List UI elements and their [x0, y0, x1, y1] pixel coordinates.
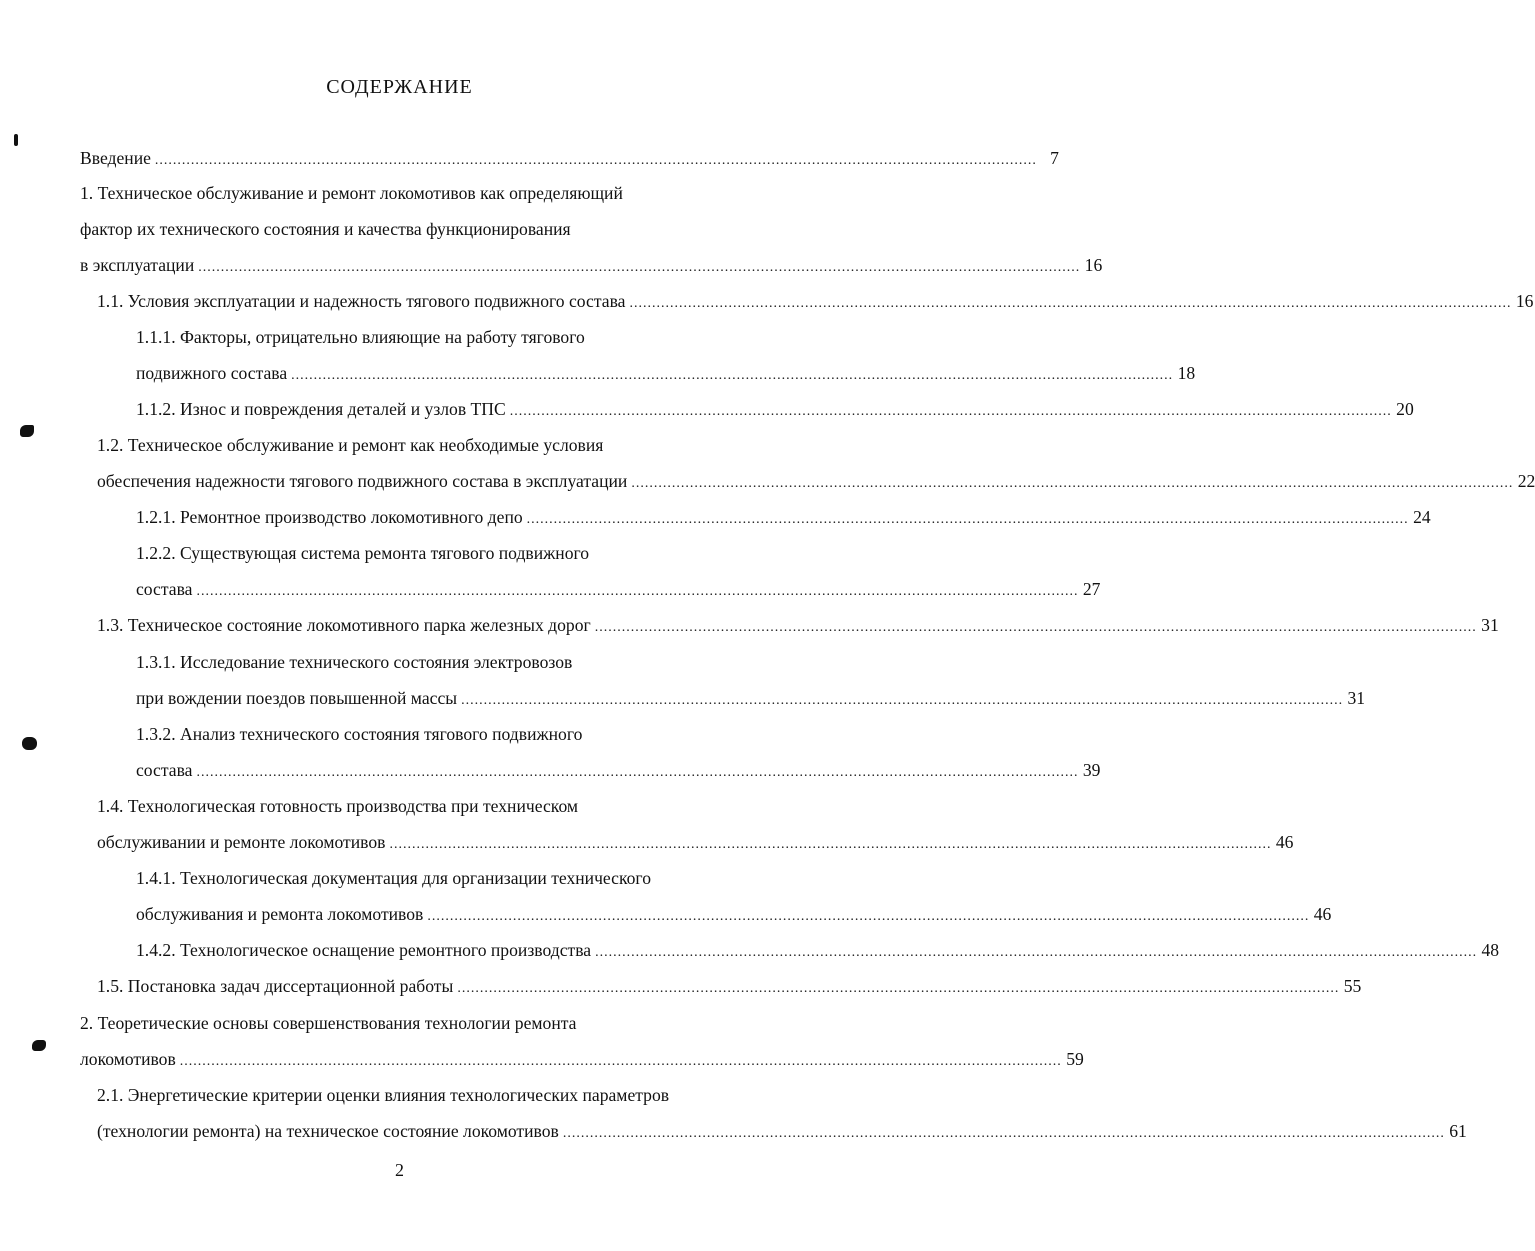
toc-entry-text: Введение — [80, 148, 151, 168]
toc-entry[interactable] — [80, 1046, 1084, 1072]
toc-entry[interactable] — [136, 576, 1101, 602]
leader-dots: .................................................................................................................................................................................................... — [427, 909, 1310, 924]
toc-entry[interactable] — [136, 685, 1366, 711]
toc-entry[interactable] — [136, 865, 651, 891]
leader-dots: .................................................................................................................................................................................................... — [154, 153, 1037, 168]
toc-entry[interactable] — [97, 973, 1362, 999]
toc-entry-text: 1.1.2. Износ и повреждения деталей и узлов ТПС — [136, 399, 506, 419]
toc-entry[interactable] — [97, 1118, 1467, 1144]
toc-entry[interactable] — [136, 504, 1431, 530]
toc-entry-page: 22 — [1517, 471, 1535, 491]
toc-entry-text: 1.5. Постановка задач диссертационной работы — [97, 976, 454, 996]
toc-entry-page: 7 — [1050, 148, 1059, 168]
toc-entry-text: 1.2. Техническое обслуживание и ремонт как необходимые условия — [97, 435, 604, 455]
toc-entry[interactable] — [136, 649, 572, 675]
toc-entry[interactable] — [136, 540, 589, 566]
toc-entry-page: 46 — [1275, 832, 1294, 852]
scan-mark — [20, 425, 34, 437]
toc-entry[interactable] — [97, 793, 578, 819]
toc-entry-text: 1.1.1. Факторы, отрицательно влияющие на работу тягового — [136, 327, 585, 347]
toc-entry-text: 2. Теоретические основы совершенствования технологии ремонта — [80, 1013, 577, 1033]
toc-entry[interactable] — [97, 829, 1294, 855]
leader-dots: .................................................................................................................................................................................................... — [509, 404, 1392, 419]
toc-entry[interactable] — [80, 145, 1059, 171]
toc-entry-page: 31 — [1347, 688, 1366, 708]
toc-entry-page: 61 — [1449, 1121, 1467, 1141]
toc-entry-text: при вождении поездов повышенной массы — [136, 688, 458, 708]
toc-entry-text: 1.1. Условия эксплуатации и надежность тягового подвижного состава — [97, 291, 626, 311]
leader-dots: .................................................................................................................................................................................................... — [457, 981, 1340, 996]
toc-entry[interactable] — [80, 1010, 576, 1036]
leader-dots: .................................................................................................................................................................................................... — [526, 512, 1409, 527]
toc-entry-text: обеспечения надежности тягового подвижного состава в эксплуатации — [97, 471, 628, 491]
toc-entry-text: 1.3.1. Исследование технического состояния электровозов — [136, 652, 573, 672]
toc-entry-text: 1.2.2. Существующая система ремонта тягового подвижного — [136, 543, 590, 563]
toc-entry-text: 1.4. Технологическая готовность производства при техническом — [97, 796, 579, 816]
toc-entry[interactable] — [97, 432, 603, 458]
page-number: 2 — [395, 1160, 404, 1180]
toc-entry-text: 1.4.1. Технологическая документация для организации технического — [136, 868, 652, 888]
toc-entry-text: локомотивов — [80, 1049, 176, 1069]
toc-entry-text: обслуживании и ремонте локомотивов — [97, 832, 386, 852]
leader-dots: .................................................................................................................................................................................................... — [196, 584, 1079, 599]
toc-entry-page: 55 — [1343, 976, 1362, 996]
leader-dots: .................................................................................................................................................................................................... — [389, 837, 1272, 852]
toc-entry-text: подвижного состава — [136, 363, 288, 383]
toc-entry-text: 1.4.2. Технологическое оснащение ремонтного производства — [136, 940, 592, 960]
page-title: СОДЕРЖАНИЕ — [326, 76, 473, 98]
leader-dots: .................................................................................................................................................................................................... — [594, 620, 1477, 635]
toc-entry-page: 59 — [1066, 1049, 1084, 1069]
toc-entry-page: 20 — [1396, 399, 1414, 419]
toc-entry-text: состава — [136, 760, 193, 780]
toc-entry-text: в эксплуатации — [80, 255, 195, 275]
leader-dots: .................................................................................................................................................................................................... — [179, 1054, 1062, 1069]
leader-dots: .................................................................................................................................................................................................... — [562, 1126, 1445, 1141]
toc-entry-page: 16 — [1515, 291, 1534, 311]
toc-entry[interactable] — [97, 1082, 669, 1108]
toc-entry-text: 1. Техническое обслуживание и ремонт локомотивов как определяющий — [80, 183, 623, 203]
toc-entry-text: обслуживания и ремонта локомотивов — [136, 904, 424, 924]
toc-entry[interactable] — [136, 901, 1332, 927]
toc-entry-text: (технологии ремонта) на техническое состояние локомотивов — [97, 1121, 559, 1141]
toc-entry[interactable] — [136, 360, 1196, 386]
toc-entry[interactable] — [97, 612, 1499, 638]
toc-entry[interactable] — [136, 757, 1101, 783]
toc-entry[interactable] — [97, 468, 1535, 494]
toc-entry[interactable] — [136, 937, 1500, 963]
toc-entry-text: 2.1. Энергетические критерии оценки влияния технологических параметров — [97, 1085, 670, 1105]
toc-entry[interactable] — [97, 288, 1534, 314]
toc-entry[interactable] — [136, 721, 582, 747]
toc-entry-page: 39 — [1082, 760, 1101, 780]
toc-entry-page: 24 — [1413, 507, 1431, 527]
leader-dots: .................................................................................................................................................................................................... — [595, 945, 1478, 960]
toc-entry[interactable] — [80, 252, 1103, 278]
leader-dots: .................................................................................................................................................................................................... — [291, 368, 1174, 383]
toc-entry[interactable] — [80, 216, 571, 242]
scan-mark — [14, 134, 18, 146]
toc-entry-page: 31 — [1481, 615, 1499, 635]
toc-entry-page: 18 — [1177, 363, 1196, 383]
leader-dots: .................................................................................................................................................................................................... — [629, 296, 1512, 311]
leader-dots: .................................................................................................................................................................................................... — [461, 693, 1344, 708]
leader-dots: .................................................................................................................................................................................................... — [631, 476, 1514, 491]
toc-entry-text: состава — [136, 579, 193, 599]
scan-mark — [22, 737, 37, 750]
toc-entry-page: 48 — [1481, 940, 1500, 960]
leader-dots: .................................................................................................................................................................................................... — [196, 765, 1079, 780]
toc-entry[interactable] — [80, 180, 623, 206]
toc-entry-text: 1.2.1. Ремонтное производство локомотивного депо — [136, 507, 523, 527]
leader-dots: .................................................................................................................................................................................................... — [198, 260, 1081, 275]
toc-entry-page: 46 — [1313, 904, 1332, 924]
toc-entry[interactable] — [136, 396, 1414, 422]
toc-entry[interactable] — [136, 324, 585, 350]
toc-entry-text: фактор их технического состояния и качества функционирования — [80, 219, 571, 239]
toc-entry-page: 16 — [1084, 255, 1103, 275]
toc-entry-text: 1.3.2. Анализ технического состояния тягового подвижного — [136, 724, 583, 744]
toc-entry-page: 27 — [1082, 579, 1101, 599]
scan-mark — [32, 1040, 46, 1051]
toc-entry-text: 1.3. Техническое состояние локомотивного парка железных дорог — [97, 615, 591, 635]
